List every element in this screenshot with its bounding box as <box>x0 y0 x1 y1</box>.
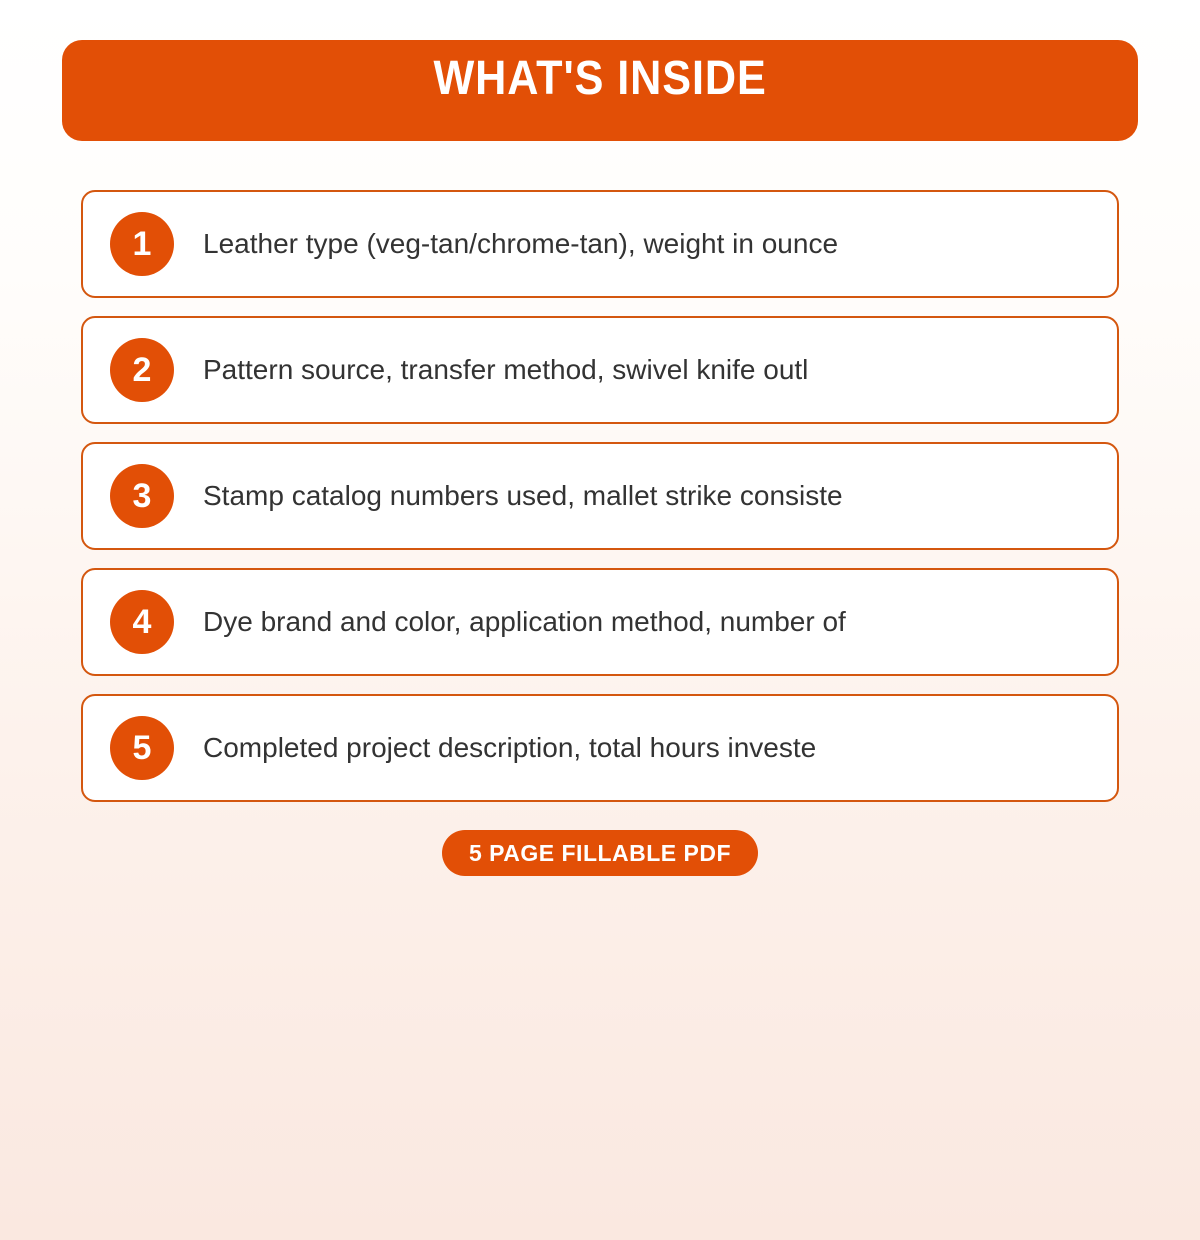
list-item <box>81 568 1119 676</box>
item-number-badge: 1 <box>110 212 174 276</box>
item-text: Leather type (veg-tan/chrome-tan), weight in ounce <box>203 228 839 259</box>
list-item <box>81 694 1119 802</box>
header-banner <box>62 40 1138 141</box>
pdf-pages-badge-label: 5 PAGE FILLABLE PDF <box>468 839 732 866</box>
item-text: Pattern source, transfer method, swivel knife outl <box>203 354 809 385</box>
item-text: Stamp catalog numbers used, mallet strike consiste <box>203 480 843 511</box>
item-text: Dye brand and color, application method, number of <box>203 606 846 637</box>
item-text: Completed project description, total hours investe <box>203 732 817 763</box>
pdf-pages-badge <box>442 830 758 876</box>
item-number-badge: 2 <box>110 338 174 402</box>
item-number-badge: 4 <box>110 590 174 654</box>
item-number-badge: 3 <box>110 464 174 528</box>
list-item <box>81 190 1119 298</box>
list-item <box>81 442 1119 550</box>
items-list <box>81 190 1119 802</box>
page-title: WHAT'S INSIDE <box>433 52 767 105</box>
list-item <box>81 316 1119 424</box>
item-number-badge: 5 <box>110 716 174 780</box>
